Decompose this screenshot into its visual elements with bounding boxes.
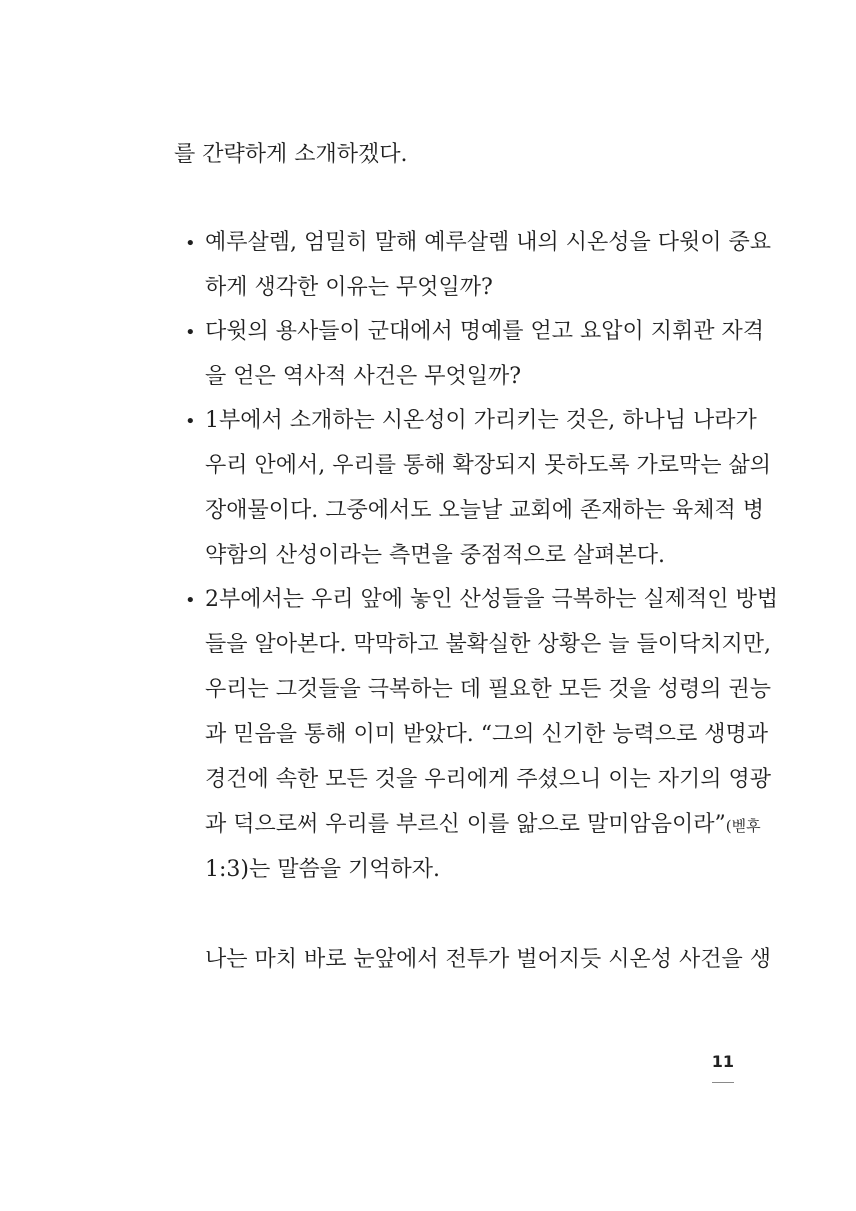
page-number-rule: [712, 1082, 734, 1083]
bullet-marker: •: [185, 322, 196, 343]
page-number: 11: [711, 1052, 734, 1071]
paragraph-text: 나는 마치 바로 눈앞에서 전투가 벌어지듯 시온성 사건을 생: [205, 947, 771, 972]
bullet-line: 과 덕으로써 우리를 부르신 이를 앎으로 말미암음이라”(벧후: [205, 812, 761, 837]
bullet-line: 과 믿음을 통해 이미 받았다. “그의 신기한 능력으로 생명과: [205, 722, 768, 747]
bullet-line: 우리 안에서, 우리를 통해 확장되지 못하도록 가로막는 삶의: [205, 453, 771, 478]
bullet-line: 우리는 그것들을 극복하는 데 필요한 모든 것을 성령의 권능: [205, 677, 771, 702]
bullet-line: 들을 알아본다. 막막하고 불확실한 상황은 늘 들이닥치지만,: [205, 632, 771, 657]
bullet-marker: •: [185, 590, 196, 611]
bullet-line: 을 얻은 역사적 사건은 무엇일까?: [205, 364, 522, 389]
bullet-line: 경건에 속한 모든 것을 우리에게 주셨으니 이는 자기의 영광: [205, 767, 771, 792]
bullet-line: 1부에서 소개하는 시온성이 가리키는 것은, 하나님 나라가: [205, 408, 757, 433]
bullet-marker: •: [185, 411, 196, 432]
bullet-line: 장애물이다. 그중에서도 오늘날 교회에 존재하는 육체적 병: [205, 498, 765, 523]
citation-open: (벧후: [725, 817, 761, 835]
bullet-line: 2부에서는 우리 앞에 놓인 산성들을 극복하는 실제적인 방법: [205, 587, 778, 612]
bullet-line: 약함의 산성이라는 측면을 중점적으로 살펴본다.: [205, 543, 666, 568]
bullet-line: 예루살렘, 엄밀히 말해 예루살렘 내의 시온성을 다윗이 중요: [205, 230, 771, 255]
paragraph-text: 를 간략하게 소개하겠다.: [174, 142, 408, 167]
paragraph-continuation: [174, 140, 408, 170]
bullet-line: 다윗의 용사들이 군대에서 명예를 얻고 요압이 지휘관 자격: [205, 319, 765, 344]
bullet-line: 1:3)는 말씀을 기억하자.: [205, 857, 440, 882]
paragraph-start: [205, 945, 771, 975]
bullet-line: 하게 생각한 이유는 무엇일까?: [205, 275, 493, 300]
bullet-marker: •: [185, 233, 196, 254]
